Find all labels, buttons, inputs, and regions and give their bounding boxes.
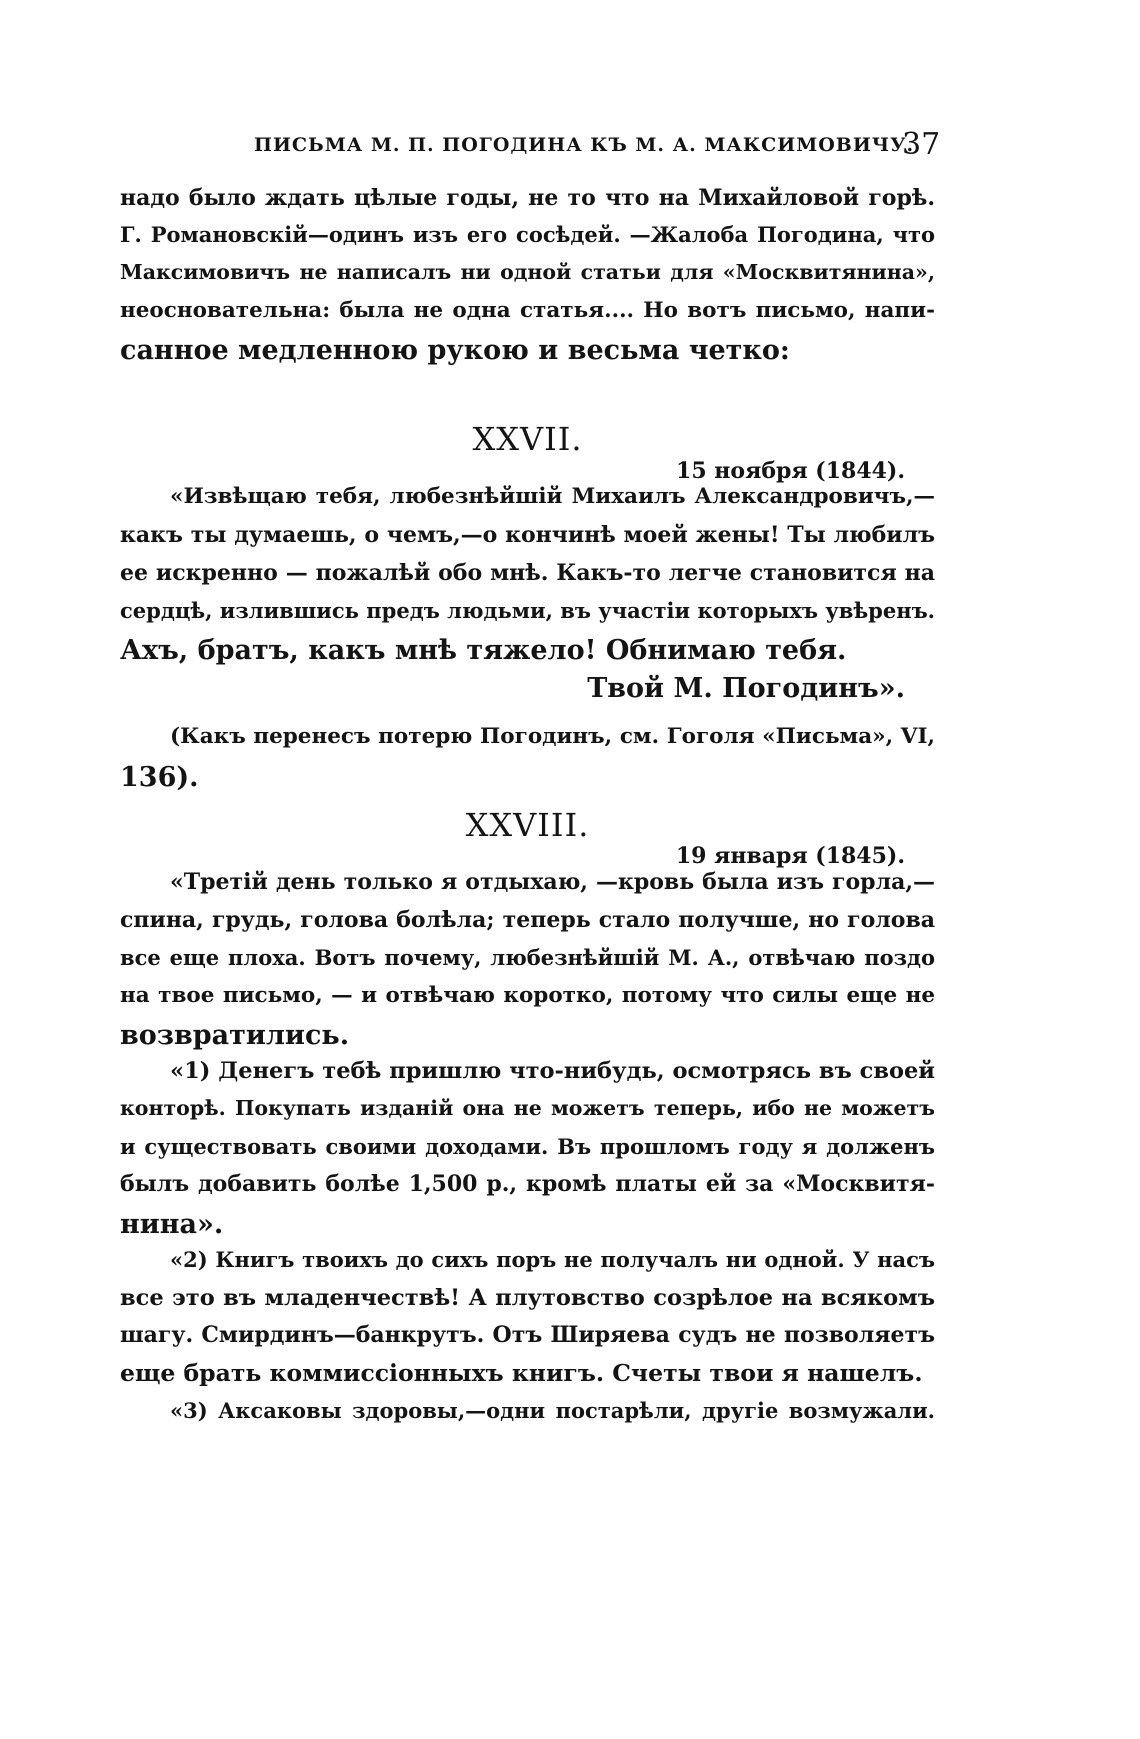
text-line: ее искренно — пожалѣй обо мнѣ. Какъ-то легче становится на — [120, 560, 935, 586]
text-line: (Какъ перенесъ потерю Погодинъ, см. Гоголя «Письма», VI, — [170, 724, 935, 749]
text-line: и существовать своими доходами. Въ прошломъ году я долженъ — [120, 1134, 935, 1159]
text-line: еще брать коммиссіонныхъ книгъ. Счеты твои я нашелъ. — [120, 1359, 923, 1387]
page-number: 37 — [902, 127, 941, 162]
text-line: какъ ты думаешь, о чемъ,—о кончинѣ моей жены! Ты любилъ — [120, 522, 935, 548]
text-line: шагу. Смирдинъ—банкрутъ. Отъ Ширяева судъ не позволяетъ — [120, 1322, 935, 1348]
text-line: надо было ждать цѣлые годы, не то что на Михайловой горѣ. — [120, 185, 935, 211]
text-line: все это въ младенчествѣ! А плутовство созрѣлое на всякомъ — [120, 1285, 935, 1311]
text-line: на твое письмо, — и отвѣчаю коротко, потому что силы еще не — [120, 983, 935, 1008]
text-line: конторѣ. Покупать изданій она не можетъ теперь, ибо не можетъ — [120, 1096, 935, 1120]
text-line: «Извѣщаю тебя, любезнѣйшій Михаилъ Александровичъ,— — [170, 484, 935, 509]
text-line: Г. Романовскій—одинъ изъ его сосѣдей. —Жалоба Погодина, что — [120, 222, 935, 247]
text-line: 136). — [120, 762, 199, 793]
letter-heading: XXVII. — [472, 420, 583, 458]
letter-signature: Твой М. Погодинъ». — [587, 673, 905, 704]
text-line: возвратились. — [120, 1020, 350, 1051]
text-line: сердцѣ, излившись предъ людьми, въ участіи которыхъ увѣренъ. — [120, 598, 935, 623]
text-line: спина, грудь, голова болѣла; теперь стало получше, но голова — [120, 907, 935, 933]
text-line: Ахъ, братъ, какъ мнѣ тяжело! Обнимаю тебя. — [120, 635, 847, 666]
letter-date: 15 ноября (1844). — [676, 458, 905, 484]
letter-heading: XXVIII. — [465, 806, 590, 844]
text-line: Максимовичъ не написалъ ни одной статьи для «Москвитянина», — [120, 260, 935, 284]
text-line: «3) Аксаковы здоровы,—одни постарѣли, другіе возмужали. — [170, 1398, 935, 1423]
running-head: ПИСЬМА М. П. ПОГОДИНА КЪ М. А. МАКСИМОВИЧУ. — [254, 134, 915, 156]
text-line: нина». — [120, 1209, 224, 1240]
text-line: санное медленною рукою и весьма четко: — [120, 335, 790, 366]
text-line: «Третій день только я отдыхаю, —кровь была изъ горла,— — [170, 869, 935, 895]
text-line: неосновательна: была не одна статья.... Но вотъ письмо, напи- — [120, 298, 935, 323]
letter-date: 19 января (1845). — [675, 843, 905, 869]
text-line: «1) Денегъ тебѣ пришлю что-нибудь, осмотрясь въ своей — [170, 1058, 935, 1084]
text-line: все еще плоха. Вотъ почему, любезнѣйшій М. А., отвѣчаю поздо — [120, 945, 935, 970]
text-line: «2) Книгъ твоихъ до сихъ поръ не получалъ ни одной. У насъ — [170, 1247, 935, 1272]
text-line: былъ добавить болѣе 1,500 р., кромѣ платы ей за «Москвитя- — [120, 1171, 935, 1197]
